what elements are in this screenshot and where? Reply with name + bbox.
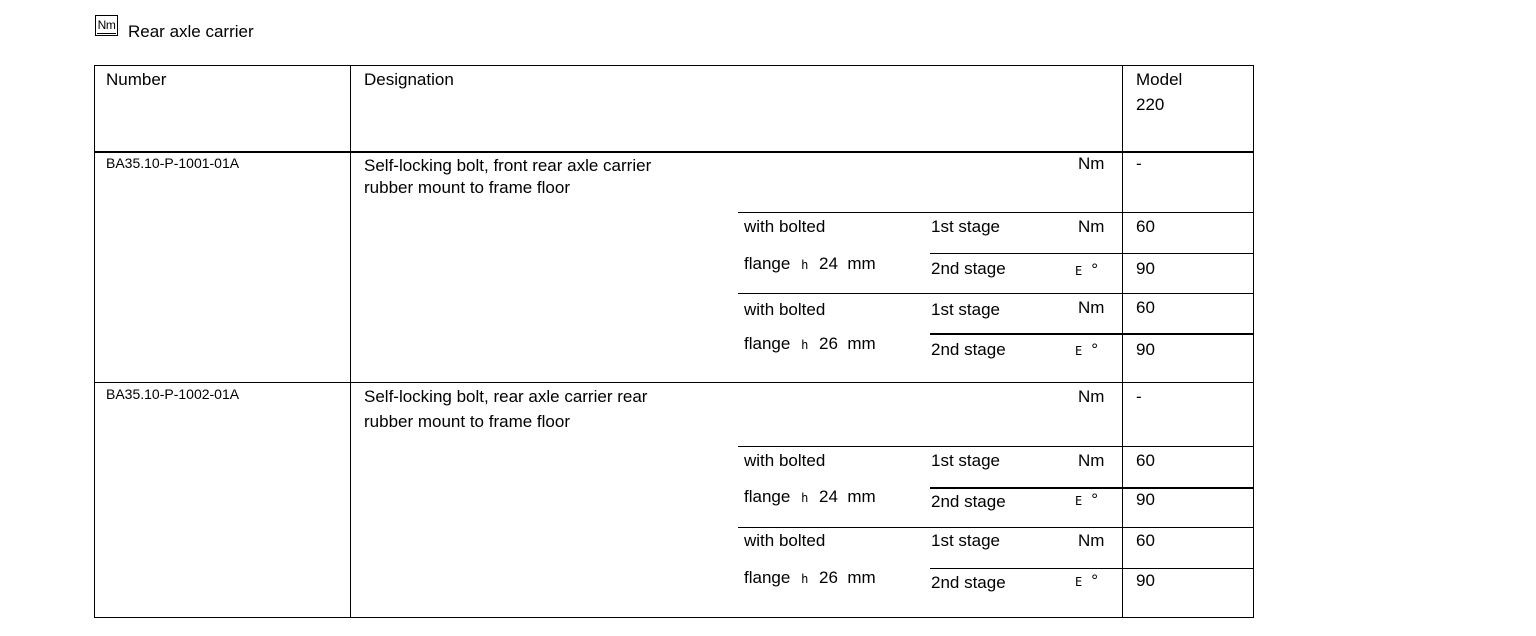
header-number: Number	[106, 70, 167, 89]
header-model-number: 220	[1136, 95, 1165, 114]
stage-separator	[930, 253, 1254, 254]
table-right-border	[1253, 65, 1254, 618]
unit-label: Nm	[1078, 387, 1105, 406]
nm-torque-icon: Nm	[95, 15, 118, 36]
torque-value: -	[1136, 387, 1142, 406]
table-bottom-border	[94, 617, 1254, 618]
torque-value: 60	[1136, 217, 1155, 236]
header-designation: Designation	[364, 70, 454, 89]
unit-label: Nm	[1078, 451, 1105, 470]
variant-text: flange h 26 mm	[744, 334, 876, 353]
stage-label: 2nd stage	[931, 492, 1006, 511]
row-separator	[94, 382, 1254, 383]
variant-separator	[738, 293, 1254, 294]
stage-label: 1st stage	[931, 531, 1000, 550]
stage-separator	[930, 333, 1254, 335]
h-symbol: h	[801, 491, 809, 505]
part-number: BA35.10-P-1002-01A	[106, 386, 240, 402]
torque-value: -	[1136, 154, 1142, 173]
torque-value: 60	[1136, 298, 1155, 317]
stage-label: 1st stage	[931, 300, 1000, 319]
stage-label: 1st stage	[931, 451, 1000, 470]
table-top-border	[94, 65, 1254, 66]
unit-label: Nm	[1078, 298, 1105, 317]
designation-line: rubber mount to frame floor	[364, 412, 570, 431]
h-symbol: h	[801, 338, 809, 352]
variant-separator	[738, 446, 1254, 447]
variant-text: with bolted	[744, 300, 826, 319]
unit-label: Nm	[1078, 531, 1105, 550]
stage-label: 2nd stage	[931, 259, 1006, 278]
h-symbol: h	[801, 258, 809, 272]
angle-value: 90	[1136, 571, 1155, 590]
row-separator	[94, 151, 1254, 153]
part-number: BA35.10-P-1001-01A	[106, 155, 240, 171]
variant-separator	[738, 212, 1254, 213]
col-divider-number	[350, 65, 351, 618]
angle-unit: E °	[1075, 340, 1099, 359]
stage-label: 2nd stage	[931, 573, 1006, 592]
h-symbol: h	[801, 572, 809, 586]
variant-text: flange h 24 mm	[744, 487, 876, 506]
stage-label: 2nd stage	[931, 340, 1006, 359]
header-model: Model	[1136, 70, 1183, 89]
designation-line: rubber mount to frame floor	[364, 178, 570, 197]
variant-text: with bolted	[744, 217, 826, 236]
col-divider-model	[1122, 65, 1123, 618]
angle-value: 90	[1136, 490, 1155, 509]
stage-label: 1st stage	[931, 217, 1000, 236]
torque-value: 60	[1136, 531, 1155, 550]
unit-label: Nm	[1078, 217, 1105, 236]
angle-unit: E °	[1075, 490, 1099, 509]
angle-unit: E °	[1075, 260, 1099, 279]
page-title: Rear axle carrier	[128, 22, 254, 41]
unit-label: Nm	[1078, 154, 1105, 173]
variant-text: with bolted	[744, 451, 826, 470]
variant-separator	[738, 527, 1254, 528]
designation-line: Self-locking bolt, rear axle carrier rear	[364, 387, 648, 406]
torque-value: 60	[1136, 451, 1155, 470]
stage-separator	[930, 487, 1254, 489]
table-left-border	[94, 65, 95, 618]
stage-separator	[930, 568, 1254, 569]
designation-line: Self-locking bolt, front rear axle carrier	[364, 156, 652, 175]
variant-text: flange h 24 mm	[744, 254, 876, 273]
angle-unit: E °	[1075, 571, 1099, 590]
variant-text: flange h 26 mm	[744, 568, 876, 587]
angle-value: 90	[1136, 340, 1155, 359]
angle-value: 90	[1136, 259, 1155, 278]
variant-text: with bolted	[744, 531, 826, 550]
